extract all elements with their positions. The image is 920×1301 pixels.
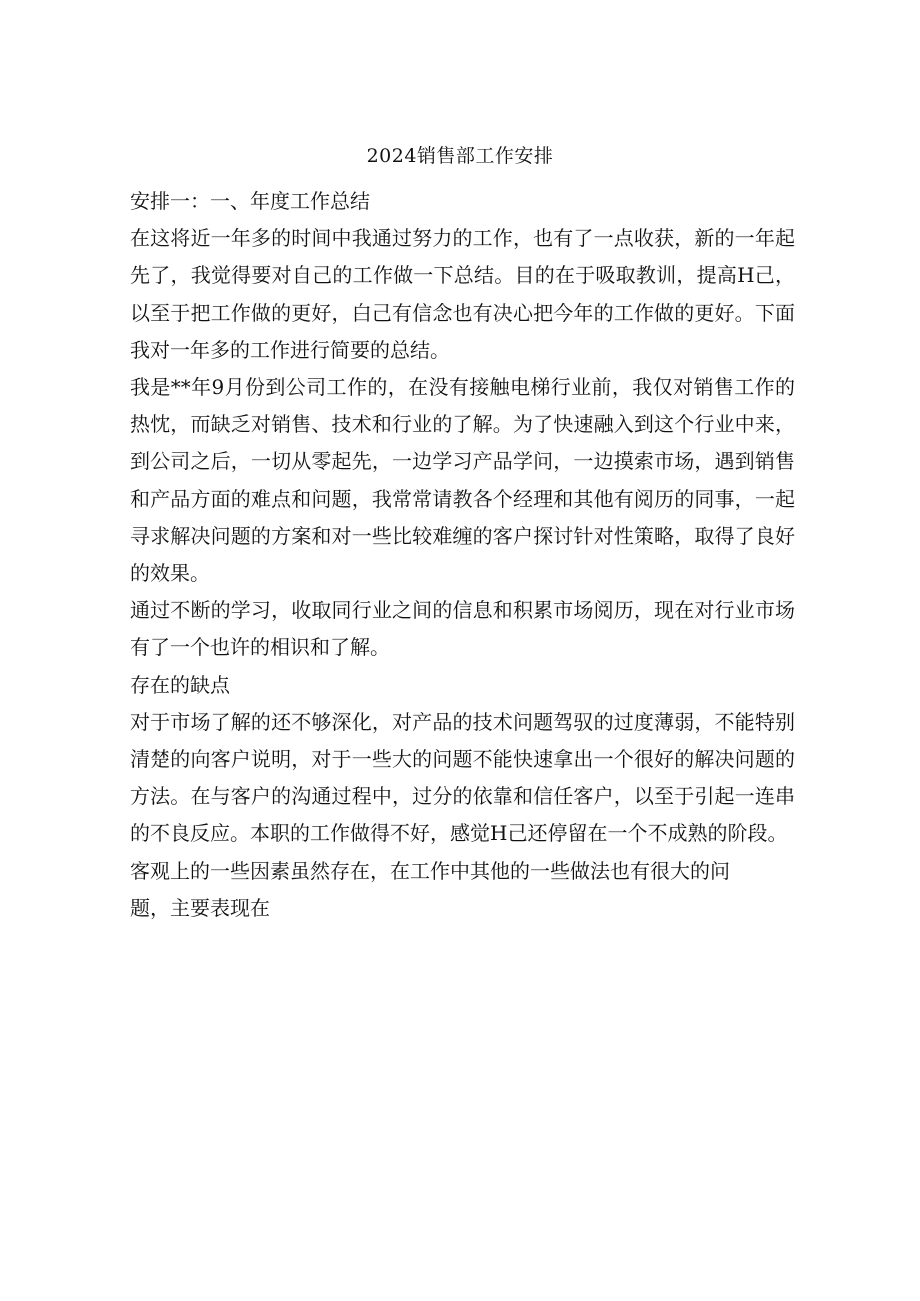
document-title: 2024销售部工作安排	[366, 145, 554, 167]
paragraph-shortcomings: 对于市场了解的还不够深化，对产品的技术问题驾驭的过度薄弱，不能特别清楚的向客户说明，对于一些大的问题不能快速拿出一个很好的解决问题的方法。在与客户的沟通过程中，过分的依靠和信任客户，以至于引起一连串的不良反应。本职的工作做得不好，感觉H己还停留在一个不成熟的阶段。	[130, 709, 795, 846]
paragraph-learning: 通过不断的学习，收取同行业之间的信息和积累市场阅历，现在对行业市场有了一个也许的相识和了解。	[130, 598, 795, 660]
section-heading: 安排一：一、年度工作总结	[130, 189, 370, 213]
paragraph-intro: 在这将近一年多的时间中我通过努力的工作，也有了一点收获，新的一年起先了，我觉得要对自己的工作做一下总结。目的在于吸取教训，提高H己，以至于把工作做的更好，白己有信念也有决心把今年的工作做的更好。下面我对一年多的工作进行简要的总结。	[130, 226, 795, 362]
closing-line-1: 客观上的一些因素虽然存在，在工作中其他的一些做法也有很大的问	[130, 858, 730, 883]
document-body	[130, 183, 795, 927]
closing-line-2: 题，主要表现在	[130, 895, 270, 920]
subheading-shortcomings: 存在的缺点	[130, 672, 230, 697]
paragraph-background: 我是**年9月份到公司工作的，在没有接触电梯行业前，我仅对销售工作的热忱，而缺乏对销售、技术和行业的了解。为了快速融入到这个行业中来，到公司之后，一切从零起先，一边学习产品学问，一边摸索市场，遇到销售和产品方面的难点和问题，我常常请教各个经理和其他有阅历的同事，一起寻求解决问题的方案和对一些比较难缠的客户探讨针对性策略，取得了良好的效果。	[130, 375, 795, 586]
